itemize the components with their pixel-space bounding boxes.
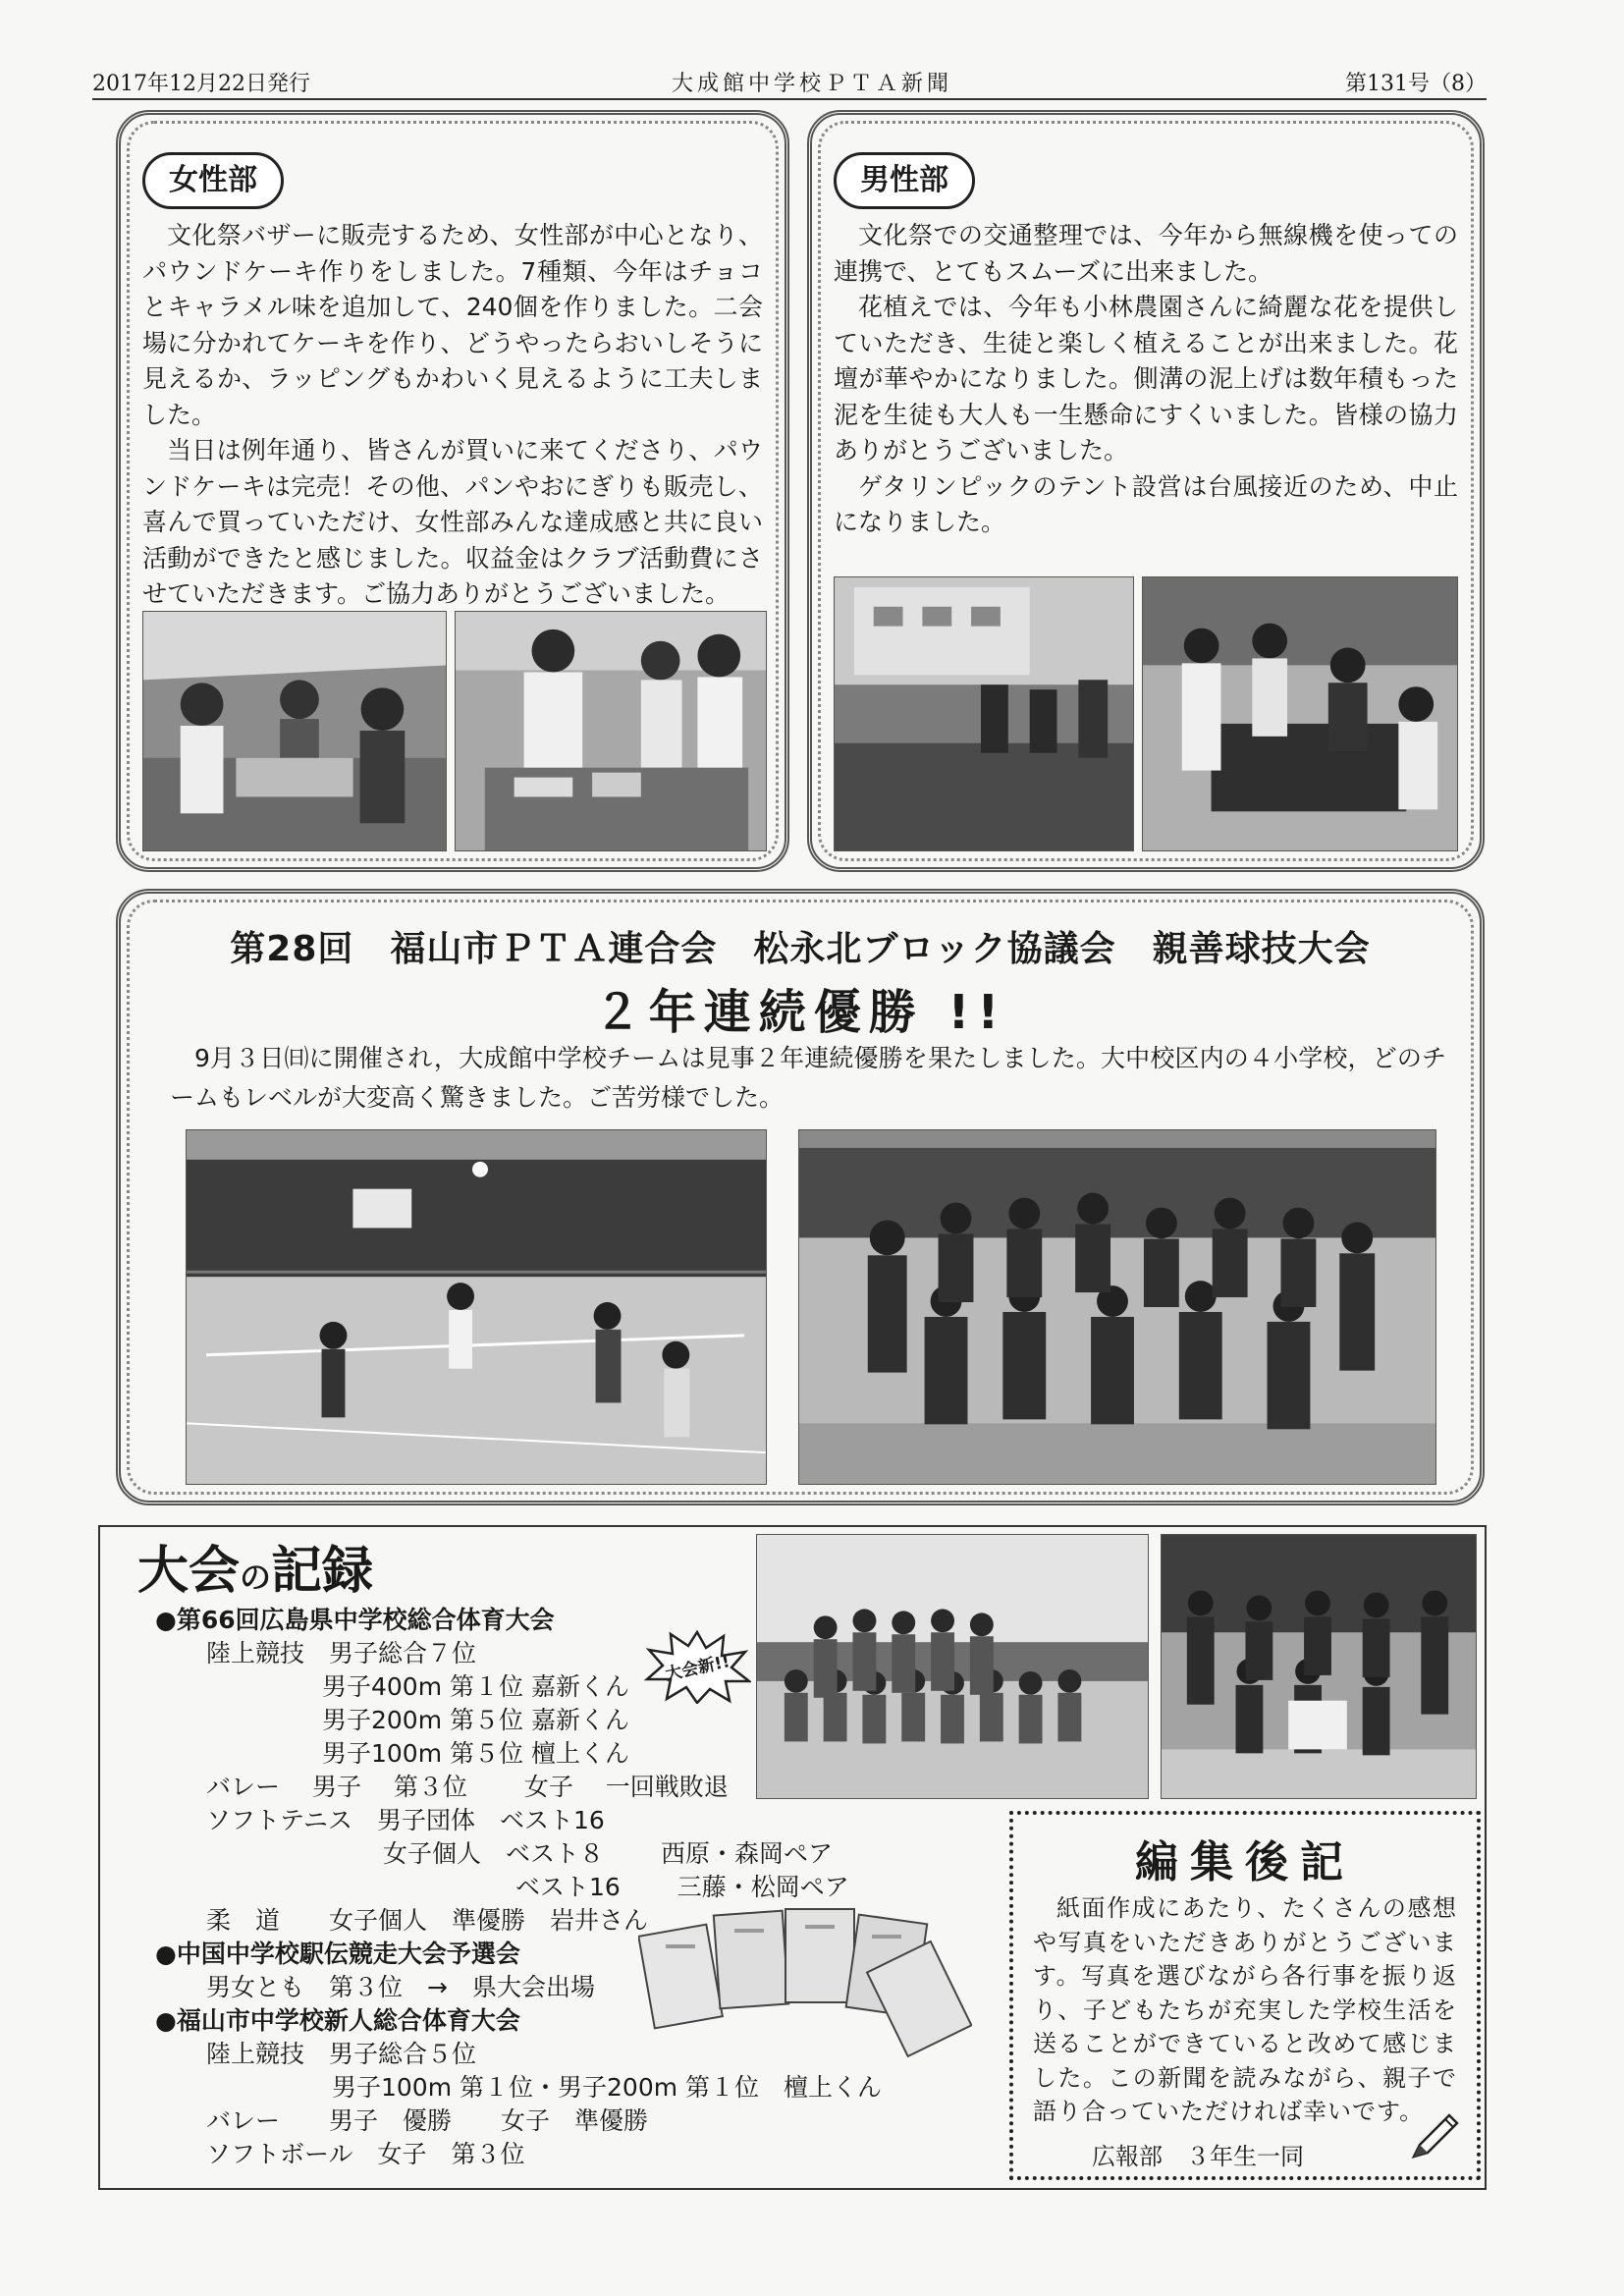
record-line-2: 陸上競技 男子総合７位 bbox=[206, 1639, 477, 1667]
record-line-5: 男子100m 第５位 檀上くん bbox=[322, 1739, 629, 1768]
volleyball-team-photo-image bbox=[1162, 1535, 1476, 1798]
editor-note-text: 紙面作成にあたり、たくさんの感想や写真をいただきありがとうございます。写真を選びながら各行事を振り返り、子どもたちが充実した学校生活を送ることができていると改めて感じました。この新聞を読みながら、親子で語り合っていただければ幸いです。 bbox=[1033, 1894, 1457, 2125]
new-record-badge-text: 大会新!! bbox=[663, 1652, 732, 1685]
record-line-14: 陸上競技 男子総合５位 bbox=[206, 2040, 477, 2068]
women-label: 女性部 bbox=[142, 152, 284, 209]
records-title-c: 記録 bbox=[271, 1542, 374, 1601]
men-label: 男性部 bbox=[834, 152, 975, 209]
record-line-1: ●第66回広島県中学校総合体育大会 bbox=[155, 1606, 555, 1634]
editor-note-signature: 広報部 ３年生一同 bbox=[1092, 2143, 1304, 2170]
editor-note-title: 編集後記 bbox=[1135, 1837, 1355, 1887]
record-line-11: ●中国中学校駅伝競走大会予選会 bbox=[155, 1940, 520, 1968]
men-paragraph-2: 花植えでは、今年も小林農園さんに綺麗な花を提供していただき、生徒と楽しく植えることが出来ました。花壇が華やかになりました。側溝の泥上げは数年積もった泥を生徒も大人も一生懸命にすくいました。皆様の協力ありがとうございました。 bbox=[834, 293, 1458, 465]
record-line-16: バレー 男子 優勝 女子 準優勝 bbox=[206, 2106, 649, 2135]
record-line-13: ●福山市中学校新人総合体育大会 bbox=[155, 2006, 520, 2035]
flower-planting-photo-image bbox=[835, 577, 1133, 850]
women-body bbox=[142, 218, 763, 613]
record-line-8: 女子個人 ベスト８ 西原・森岡ペア bbox=[383, 1839, 833, 1868]
record-line-4: 男子200m 第５位 嘉新くん bbox=[322, 1706, 629, 1734]
women-paragraph-2: 当日は例年通り、皆さんが買いに来てくださり、パウンドケーキは完売！その他、パンやおにぎりも販売し、喜んで買っていただけ、女性部みんな達成感と共に良い活動ができたと感じました。収益金はクラブ活動費にさせていただきます。ご協力ありがとうございました。 bbox=[142, 436, 763, 608]
drain-cleaning-photo-image bbox=[1143, 577, 1457, 850]
new-record-badge bbox=[643, 1630, 751, 1704]
men-section bbox=[807, 110, 1485, 872]
record-line-3: 男子400m 第１位 嘉新くん bbox=[322, 1672, 629, 1701]
volleyball-team-photo bbox=[1161, 1534, 1477, 1799]
issue-date: 2017年12月22日発行 bbox=[92, 72, 310, 96]
record-line-6: バレー 男子 第３位 女子 一回戦敗退 bbox=[206, 1773, 729, 1801]
records-title-b: の bbox=[240, 1558, 272, 1596]
bazaar-photo bbox=[142, 611, 447, 851]
record-line-15: 男子100m 第１位・男子200m 第１位 檀上くん bbox=[332, 2073, 883, 2102]
men-paragraph-1: 文化祭での交通整理では、今年から無線機を使っての連携で、とてもスムーズに出来ました。 bbox=[834, 221, 1458, 286]
tournament-section bbox=[116, 889, 1485, 1505]
records-title-a: 大会 bbox=[137, 1542, 241, 1601]
records-title bbox=[137, 1529, 373, 1603]
drain-cleaning-photo bbox=[1142, 576, 1458, 851]
issue-number: 第131号（8） bbox=[1345, 72, 1487, 96]
record-line-9: ベスト16 三藤・松岡ペア bbox=[515, 1873, 849, 1901]
certificates-image bbox=[638, 1905, 972, 2062]
record-line-12: 男女とも 第３位 → 県大会出場 bbox=[206, 1973, 595, 2001]
team-group-photo bbox=[798, 1129, 1436, 1485]
track-team-photo-image bbox=[757, 1535, 1148, 1798]
cake-making-photo-image bbox=[456, 612, 766, 850]
tournament-subtitle: ２年連続優勝 !! bbox=[593, 985, 1007, 1040]
record-line-17: ソフトボール 女子 第３位 bbox=[206, 2140, 525, 2168]
women-section bbox=[116, 110, 789, 872]
flower-planting-photo bbox=[834, 576, 1134, 851]
track-team-photo bbox=[756, 1534, 1149, 1799]
certificates-image-svg bbox=[638, 1905, 972, 2062]
team-group-photo-image bbox=[799, 1130, 1435, 1484]
cake-making-photo bbox=[455, 611, 767, 851]
tournament-text: 9月３日㈰に開催され，大成館中学校チームは見事２年連続優勝を果たしました。大中校区内の４小学校，どのチームもレベルが大変高く驚きました。ご苦労様でした。 bbox=[170, 1044, 1446, 1112]
bazaar-photo-image bbox=[143, 612, 446, 850]
header-rule bbox=[92, 98, 1487, 100]
tournament-title: 第28回 福山市ＰＴＡ連合会 松永北ブロック協議会 親善球技大会 bbox=[230, 929, 1371, 969]
women-paragraph-1: 文化祭バザーに販売するため、女性部が中心となり、パウンドケーキ作りをしました。7種類、今年はチョコとキャラメル味を追加して、240個を作りました。二会場に分かれてケーキを作り、どうやったらおいしそうに見えるか、ラッピングもかわいく見えるように工夫しました。 bbox=[142, 221, 763, 429]
volleyball-match-photo-image bbox=[187, 1130, 766, 1484]
men-paragraph-3: ゲタリンピックのテント設営は台風接近のため、中止になりました。 bbox=[834, 471, 1458, 536]
record-line-10: 柔 道 女子個人 準優勝 岩井さん bbox=[206, 1906, 649, 1935]
pencil-icon bbox=[1406, 2109, 1461, 2164]
newspaper-title: 大成館中学校ＰＴＡ新聞 bbox=[671, 72, 952, 96]
record-line-7: ソフトテニス 男子団体 ベスト16 bbox=[206, 1806, 605, 1834]
men-body bbox=[834, 218, 1458, 541]
editor-note bbox=[1009, 1811, 1481, 2180]
volleyball-match-photo bbox=[186, 1129, 767, 1485]
